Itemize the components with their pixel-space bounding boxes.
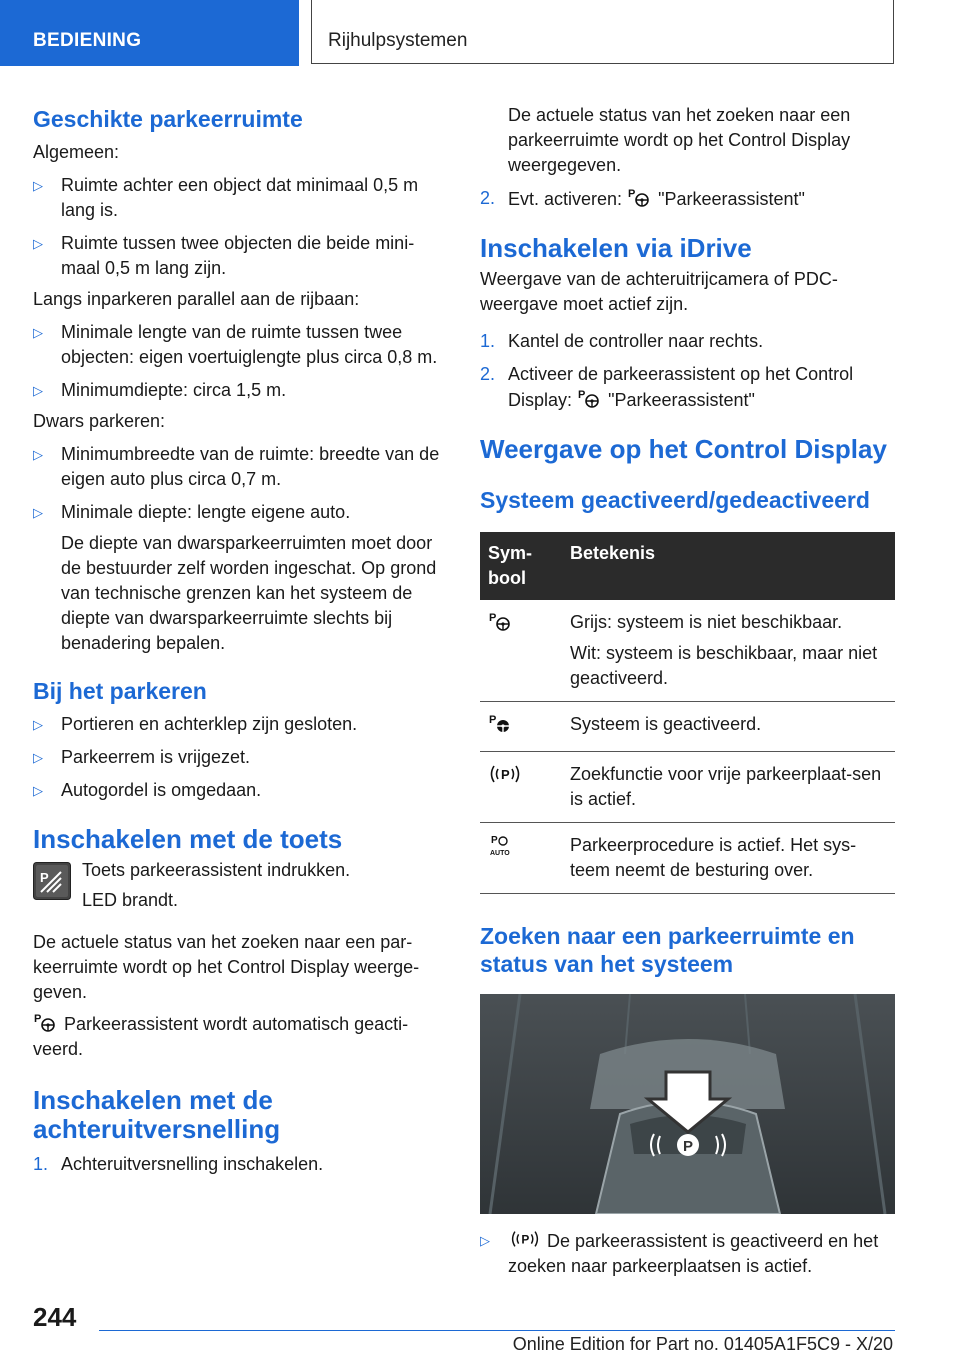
heading-geschikte-parkeerruimte: Geschikte parkeerruimte xyxy=(33,106,303,132)
heading-zoeken-parkeerruimte: Zoeken naar een parkeerruimte en status van het systeem xyxy=(480,923,855,977)
svg-text:AUTO: AUTO xyxy=(490,850,510,857)
page-number: 244 xyxy=(33,1302,77,1332)
section-title: BEDIENING xyxy=(33,30,142,51)
list-item: 1. Achteruitversnelling inschakelen. xyxy=(33,1154,324,1174)
dwars-label: Dwars parkeren: xyxy=(33,411,166,431)
table-cell: Systeem is geactiveerd. xyxy=(562,702,895,752)
list-item: 1. Kantel de controller naar rechts. xyxy=(480,331,764,351)
table-row xyxy=(480,600,895,702)
control-display-image xyxy=(480,994,895,1214)
toets-block xyxy=(33,860,445,922)
right-column xyxy=(480,103,895,1279)
bullet-triangle-icon: ▷ xyxy=(480,1233,490,1248)
heading-systeem-geactiveerd: Systeem geactiveerd/gedeactiveerd xyxy=(480,487,870,513)
chapter-tab xyxy=(311,0,894,64)
bullet-triangle-icon: ▷ xyxy=(33,750,43,765)
bullet-triangle-icon: ▷ xyxy=(33,783,43,798)
table-cell: Zoekfunctie voor vrije parkeerplaat‐sen is actief. xyxy=(562,752,895,823)
svg-text:P: P xyxy=(34,1013,42,1025)
table-cell: Grijs: systeem is niet beschikbaar. xyxy=(570,612,843,632)
svg-text:P: P xyxy=(501,767,510,782)
symbol-table xyxy=(480,532,895,894)
table-row xyxy=(480,752,895,823)
parking-search-icon xyxy=(488,762,522,786)
list-item: ▷ P De parkeerassistent is geactiveerd en het zoeken naar parkeerplaatsen is actief. xyxy=(480,1228,895,1279)
svg-text:P: P xyxy=(489,612,497,624)
chapter-title: Rijhulpsystemen xyxy=(328,30,468,51)
list-item: ▷ Autogordel is omgedaan. xyxy=(33,778,445,803)
table-header-row xyxy=(480,532,895,600)
bullet-triangle-icon: ▷ xyxy=(33,178,43,193)
column-header-meaning: Betekenis xyxy=(562,532,895,600)
dwars-note: De diepte van dwarsparkeerruimten moet door de bestuurder zelf worden ingeschat. Op grond van technische grenzen kan het systeem de diepte van dwarsparkeerruimte slechts bij benadering bepalen. xyxy=(61,533,437,653)
parking-auto-icon xyxy=(488,833,514,857)
bullet-triangle-icon: ▷ xyxy=(33,325,43,340)
svg-text:P: P xyxy=(521,1232,530,1247)
bullet-triangle-icon: ▷ xyxy=(33,505,43,520)
list-item: ▷ Minimumbreedte van de ruimte: breedte van de eigen auto plus circa 0,7 m. xyxy=(33,444,440,489)
list-item: 2. Activeer de parkeerassistent op het Control Display: P "Parkeerassistent" xyxy=(480,364,854,410)
heading-weergave-control-display: Weergave op het Control Display xyxy=(480,434,887,464)
list-item: ▷ Ruimte achter een object dat minimaal 0,5 m lang is. xyxy=(33,175,419,220)
langs-label: Langs inparkeren parallel aan de rijbaan: xyxy=(33,289,360,309)
toets-instruction: Toets parkeerassistent indrukken. xyxy=(82,860,351,880)
parking-assistant-icon xyxy=(627,186,653,208)
algemeen-label: Algemeen: xyxy=(33,142,120,162)
left-column xyxy=(33,100,445,1177)
toets-paragraph: De actuele status van het zoeken naar een par‐keerruimte wordt op het Control Display weerge‐geven. xyxy=(33,932,420,1002)
svg-text:P: P xyxy=(489,714,497,726)
heading-inschakelen-toets: Inschakelen met de toets xyxy=(33,824,343,854)
list-item: ▷ Minimale lengte van de ruimte tussen twee objecten: eigen voertuiglengte plus circa 0,8 m. xyxy=(33,322,438,367)
parking-camera-illustration xyxy=(480,994,895,1214)
footer-divider xyxy=(99,1330,895,1331)
table-cell: Wit: systeem is beschikbaar, maar niet geactiveerd. xyxy=(570,643,878,688)
parking-assistant-icon xyxy=(33,1011,59,1033)
heading-inschakelen-achteruit: Inschakelen met de achteruitversnelling xyxy=(33,1085,281,1144)
list-item: 2. Evt. activeren: P "Parkeerassistent" xyxy=(480,188,805,209)
parking-search-icon xyxy=(508,1228,542,1250)
auto-activation-text: P Parkeerassistent wordt automatisch geacti‐veerd. xyxy=(33,1013,409,1059)
bullet-triangle-icon: ▷ xyxy=(33,236,43,251)
bullet-triangle-icon: ▷ xyxy=(33,383,43,398)
svg-text:P: P xyxy=(683,1138,694,1155)
section-tab xyxy=(0,0,299,66)
svg-text:P: P xyxy=(578,389,586,401)
parking-assistant-active-icon xyxy=(488,712,514,734)
bullet-triangle-icon: ▷ xyxy=(33,717,43,732)
table-cell: Parkeerprocedure is actief. Het sys‐teem neemt de besturing over. xyxy=(562,823,895,894)
list-item: ▷ Minimale diepte: lengte eigene auto. xyxy=(33,500,445,525)
parking-assistant-icon xyxy=(577,387,603,409)
heading-inschakelen-idrive: Inschakelen via iDrive xyxy=(480,233,752,263)
bullet-triangle-icon: ▷ xyxy=(33,447,43,462)
led-status: LED brandt. xyxy=(82,890,179,910)
parking-assistant-icon xyxy=(488,610,514,632)
list-item: ▷ Ruimte tussen twee objecten die beide mini‐maal 0,5 m lang zijn. xyxy=(33,233,415,278)
table-row xyxy=(480,823,895,894)
table-row xyxy=(480,702,895,752)
svg-text:P: P xyxy=(491,835,498,846)
heading-bij-het-parkeren: Bij het parkeren xyxy=(33,678,207,704)
footer-edition: Online Edition for Part no. 01405A1F5C9 - X/20 xyxy=(512,1334,893,1354)
list-item: ▷ Parkeerrem is vrijgezet. xyxy=(33,745,445,770)
list-item: ▷ Portieren en achterklep zijn gesloten. xyxy=(33,712,445,737)
list-item: ▷ Minimumdiepte: circa 1,5 m. xyxy=(33,378,445,403)
park-assist-button-icon xyxy=(33,862,71,900)
svg-text:P: P xyxy=(628,188,636,200)
column-header-symbol: Sym‐bool xyxy=(480,532,562,600)
idrive-paragraph: Weergave van de achteruitrijcamera of PDC-weergave moet actief zijn. xyxy=(480,269,838,314)
svg-text:P: P xyxy=(40,870,49,885)
continued-paragraph: De actuele status van het zoeken naar een parkeerruimte wordt op het Control Display weergegeven. xyxy=(508,105,851,175)
